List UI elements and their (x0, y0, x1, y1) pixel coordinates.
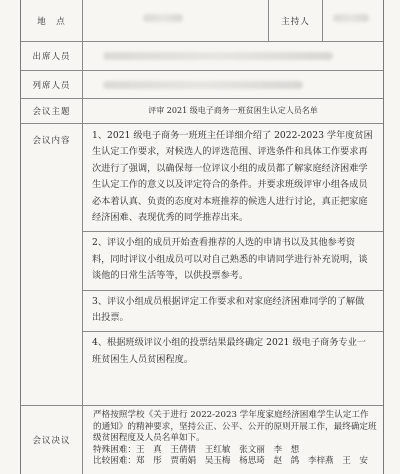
observers-row (21, 71, 383, 99)
attendees-row (21, 42, 383, 71)
content-paragraph: 2、评议小组的成员开始查看推荐的人选的申请书以及其他参考资料，同时评议小组成员可以对自己熟悉的申请同学进行补充说明，谈谈他的日常生活等等，以供投票参考。 (83, 232, 383, 290)
location-label: 地 点 (21, 0, 83, 41)
content-paragraph: 1、2021 级电子商务一班班主任详细介绍了 2022-2023 学年度贫困生认定工作要求，对候选人的评选范围、评选条件和具体工作要求再次进行了强调，以确保每一位评议小组的成员都了解家庭经济困难学生认定工作的意义以及评定符合的条件。并要求班级评审小组各成员必本着认真、负责的态度对本班推荐的候选人进行讨论，真正把家庭经济困难、表现优秀的同学推荐出来。 (83, 124, 383, 232)
content-body (83, 124, 383, 405)
content-paragraph: 4、根据班级评议小组的投票结果最终确定 2021 级电子商务专业一班贫困生人员贫困程度。 (92, 337, 366, 365)
location-value-redacted (83, 0, 268, 41)
location-row (21, 0, 383, 42)
content-label: 会议内容 (21, 124, 83, 405)
topic-value: 评审 2021 级电子商务一班贫困生认定人员名单 (148, 106, 318, 115)
resolution-text: 严格按照学校《关于进行 2022-2023 学年度家庭经济困难学生认定工作的通知》的精神要求，坚持公正、公平、公开的原则开展工作，最终确定班级贫困程度及人员名单如下。 特殊困难：王 真 王倩倩 王红敏 张文丽 李 想 比较困难：郑 彤 贾萌娟 吴玉梅 杨思琦 赵 鸽 李梓燕 王 安 (93, 410, 377, 466)
observers-label: 列席人员 (21, 71, 83, 98)
resolution-row (21, 406, 383, 474)
host-value-redacted (323, 0, 383, 41)
meeting-record-table (20, 0, 384, 474)
attendees-label: 出席人员 (21, 42, 83, 70)
content-paragraph: 3、评议小组成员根据评定工作要求和对家庭经济困难同学的了解做出投票。 (83, 291, 383, 333)
content-row (21, 124, 383, 406)
observers-value-redacted (83, 71, 383, 98)
topic-row (21, 99, 383, 124)
attendees-value-redacted (83, 42, 383, 70)
resolution-label: 会议决议 (21, 406, 83, 474)
topic-label: 会议主题 (21, 99, 83, 123)
host-label: 主持人 (268, 0, 323, 41)
